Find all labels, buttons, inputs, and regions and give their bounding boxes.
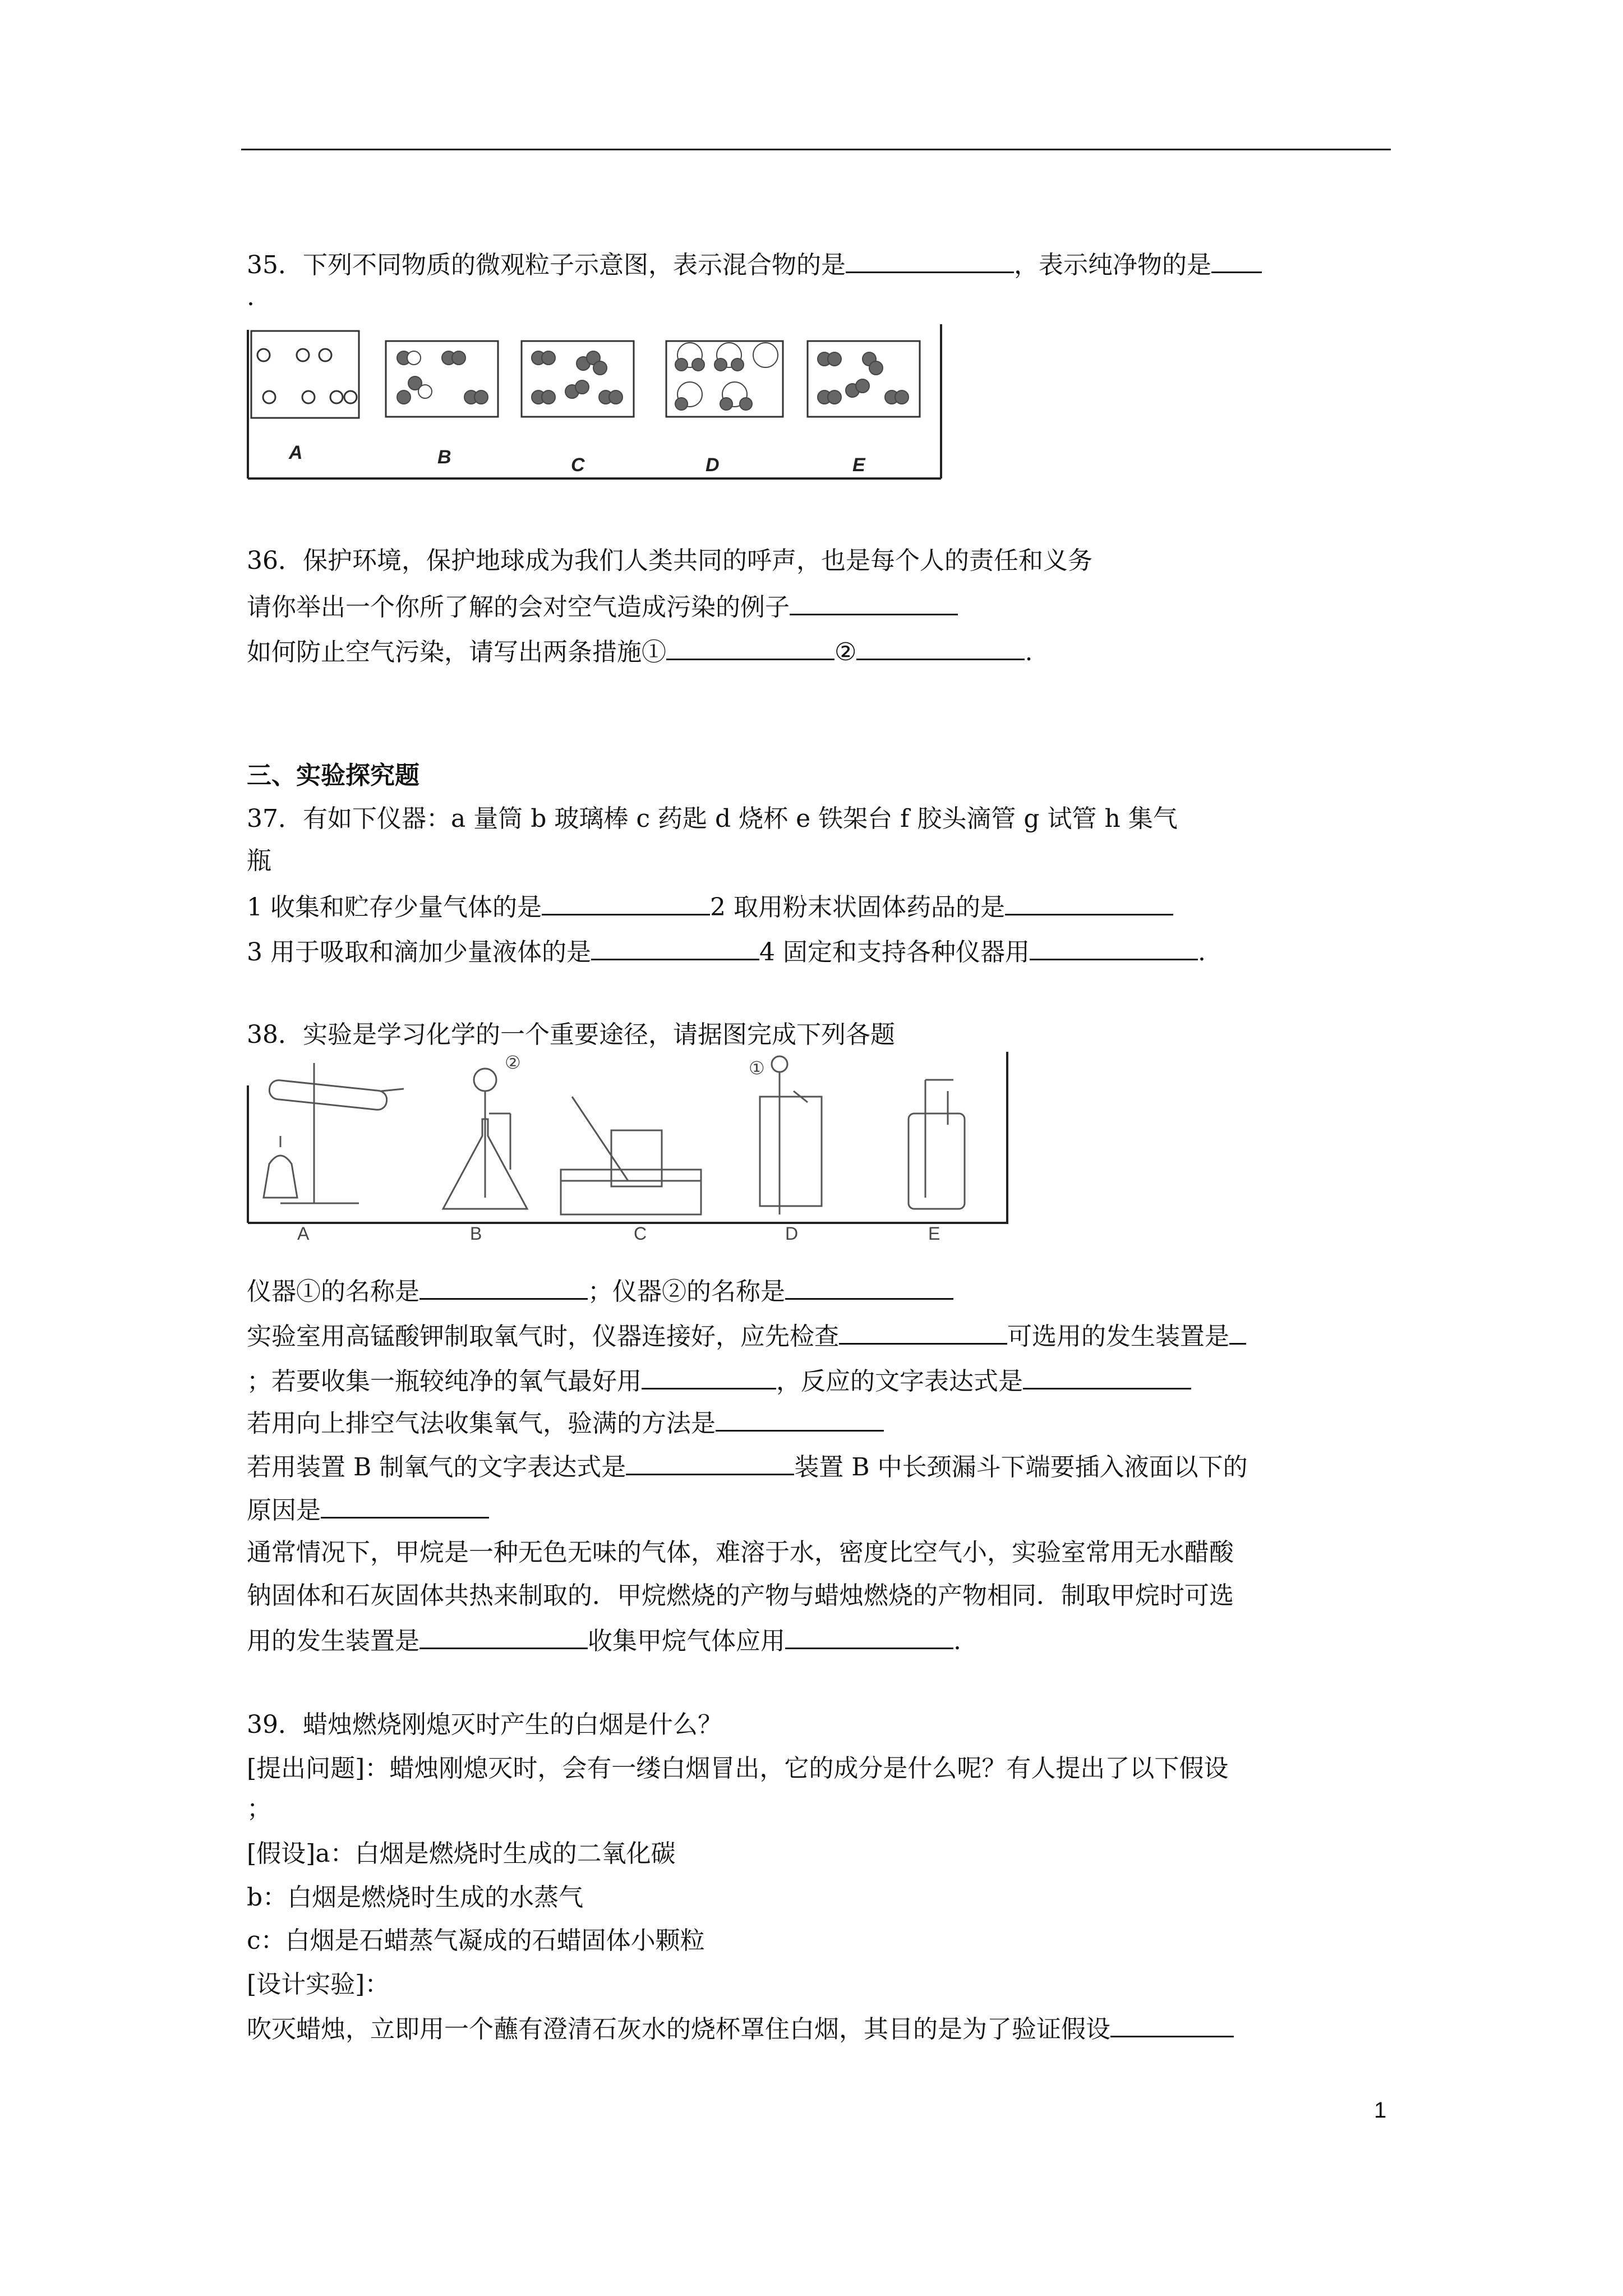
header-rule [241, 149, 1391, 150]
q37-blank-1[interactable] [542, 889, 710, 915]
q38-line2: 仪器①的名称是 ；仪器②的名称是 [247, 1273, 953, 1309]
particle-a [257, 349, 270, 361]
q39-line5: b：白烟是燃烧时生成的水蒸气 [247, 1883, 584, 1912]
page-number: 1 [1374, 2098, 1387, 2123]
q35-text-b: ，表示纯净物的是 [1014, 251, 1211, 279]
q38-blank-methane-device[interactable] [419, 1623, 588, 1649]
q38-blank-inst2[interactable] [785, 1273, 953, 1300]
section-title: 三、实验探究题 [247, 761, 419, 790]
label-e: E [852, 454, 865, 476]
label-a: A [289, 442, 303, 463]
q36-blank-measure1[interactable] [666, 634, 834, 660]
q35-line-end [247, 280, 255, 314]
q38-line6: 若用装置 B 制氧气的文字表达式是 装置 B 中长颈漏斗下端要插入液面以下的 [247, 1449, 1248, 1484]
apparatus-label-a: A [297, 1223, 310, 1243]
q38-line3: 实验室用高锰酸钾制取氧气时，仪器连接好，应先检查 可选用的发生装置是 [247, 1318, 1246, 1354]
q36-blank-example[interactable] [790, 589, 958, 615]
label-d: D [706, 454, 720, 476]
q37-blank-3[interactable] [591, 934, 759, 960]
q36-line2: 请你举出一个你所了解的会对空气造成污染的例子 [247, 589, 958, 624]
apparatus-diagram [247, 1052, 1009, 1243]
apparatus-label-b: B [470, 1223, 482, 1243]
q37-line3: 1 收集和贮存少量气体的是 2 取用粉末状固体药品的是 [247, 889, 1173, 924]
circle-label-2: ② [505, 1052, 521, 1073]
q39-line2: [提出问题]：蜡烛刚熄灭时，会有一缕白烟冒出，它的成分是什么呢？有人提出了以下假设 [247, 1754, 1229, 1783]
q38-blank-equation[interactable] [1023, 1363, 1191, 1389]
q35-period: . [247, 283, 255, 311]
apparatus-label-c: C [634, 1223, 647, 1243]
q38-line8: 通常情况下，甲烷是一种无色无味的气体，难溶于水，密度比空气小，实验室常用无水醋酸 [247, 1538, 1234, 1567]
q35-blank-pure[interactable] [1211, 247, 1262, 273]
q38-line7: 原因是 [247, 1492, 489, 1527]
q37-line4: 3 用于吸取和滴加少量液体的是 4 固定和支持各种仪器用 . [247, 934, 1206, 969]
q37-blank-2[interactable] [1005, 889, 1173, 915]
q38-line4: ；若要收集一瓶较纯净的氧气最好用 ，反应的文字表达式是 [247, 1363, 1191, 1398]
q35-text-a: 35．下列不同物质的微观粒子示意图，表示混合物的是 [247, 251, 846, 279]
q38-blank-inst1[interactable] [419, 1273, 588, 1300]
apparatus-label-e: E [928, 1223, 940, 1243]
q38-line9: 钠固体和石灰固体共热来制取的．甲烷燃烧的产物与蜡烛燃烧的产物相同．制取甲烷时可选 [247, 1581, 1234, 1610]
q36-blank-measure2[interactable] [856, 634, 1025, 660]
q39-line6: c：白烟是石蜡蒸气凝成的石蜡固体小颗粒 [247, 1926, 705, 1955]
particle-diagram [247, 324, 942, 487]
q35-blank-mixture[interactable] [846, 247, 1014, 273]
q35-line [247, 247, 1262, 282]
q39-blank-hypothesis[interactable] [1110, 2011, 1234, 2037]
q38-blank-device[interactable] [1229, 1318, 1246, 1345]
box-a [251, 331, 359, 418]
q38-line5: 若用向上排空气法收集氧气，验满的方法是 [247, 1405, 884, 1441]
q37-line1: 37．有如下仪器：a 量筒 b 玻璃棒 c 药匙 d 烧杯 e 铁架台 f 胶头滴管 g 试管 h 集气 [247, 804, 1178, 833]
q39-line1: 39．蜡烛燃烧刚熄灭时产生的白烟是什么？ [247, 1710, 722, 1739]
q37-blank-4[interactable] [1030, 934, 1198, 960]
q38-blank-b-equation[interactable] [626, 1449, 794, 1475]
q39-line3: ； [247, 1795, 271, 1823]
q38-blank-check[interactable] [839, 1318, 1007, 1345]
q36-line1: 36．保护环境，保护地球成为我们人类共同的呼声，也是每个人的责任和义务 [247, 546, 1092, 575]
q38-line1: 38．实验是学习化学的一个重要途径，请据图完成下列各题 [247, 1020, 895, 1049]
circle-label-1: ① [749, 1058, 765, 1078]
q36-line3: 如何防止空气污染，请写出两条措施① ② . [247, 634, 1032, 669]
apparatus-label-d: D [785, 1223, 799, 1243]
q37-line2: 瓶 [247, 846, 271, 875]
q39-line8: 吹灭蜡烛，立即用一个蘸有澄清石灰水的烧杯罩住白烟，其目的是为了验证假设 [247, 2011, 1234, 2046]
label-c: C [571, 454, 585, 476]
q38-blank-collect[interactable] [642, 1363, 776, 1389]
q39-line4: [假设]a：白烟是燃烧时生成的二氧化碳 [247, 1839, 676, 1868]
q39-line7: [设计实验]： [247, 1970, 390, 1999]
q38-line10: 用的发生装置是 收集甲烷气体应用 . [247, 1623, 961, 1658]
q38-blank-reason[interactable] [321, 1492, 489, 1519]
label-b: B [437, 447, 451, 468]
q38-blank-methane-collect[interactable] [785, 1623, 953, 1649]
q38-blank-full[interactable] [716, 1405, 884, 1432]
